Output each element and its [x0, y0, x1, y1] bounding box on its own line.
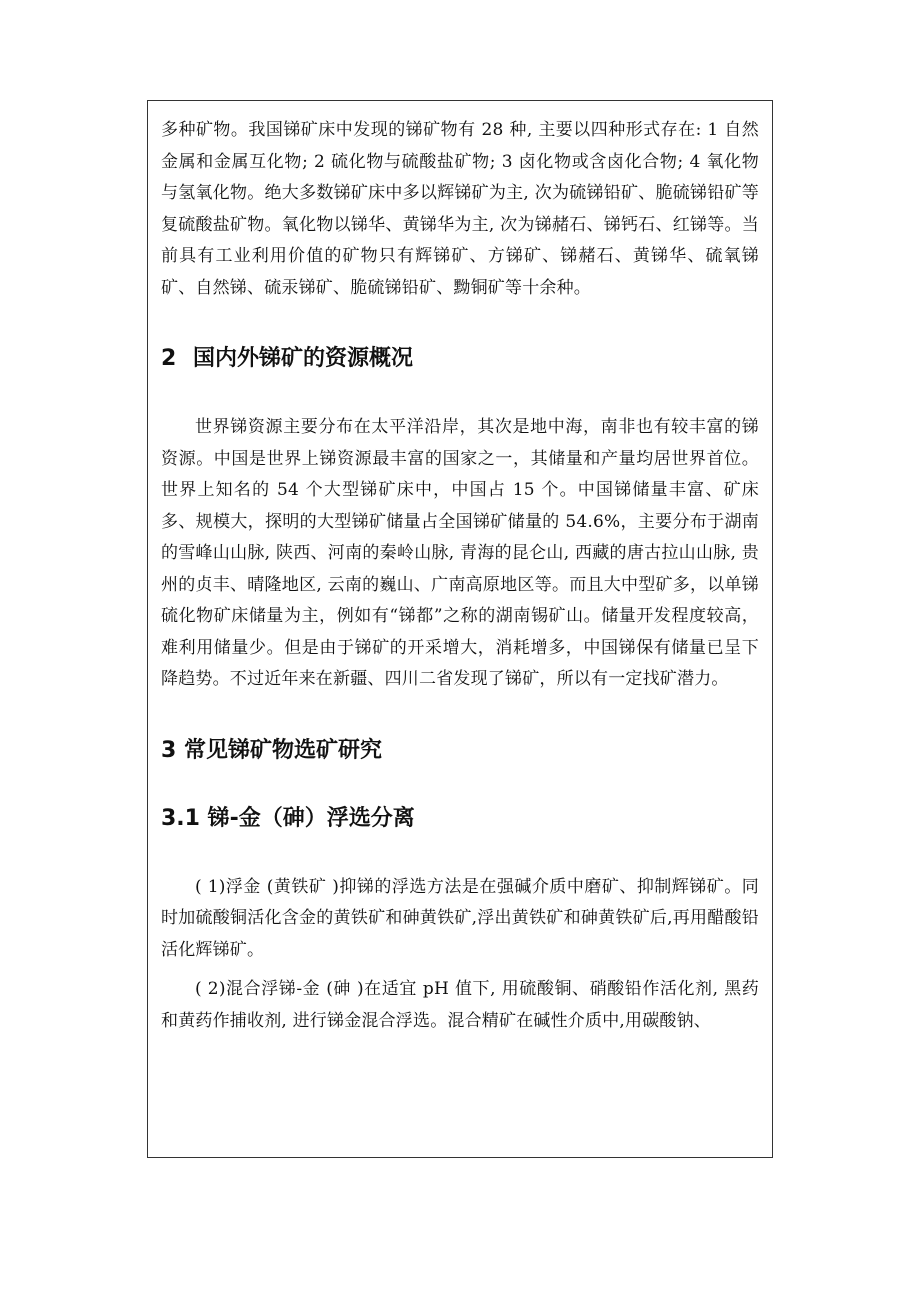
section-2-heading [161, 344, 759, 374]
section-2-title: 国内外锑矿的资源概况 [193, 346, 414, 371]
page-frame [147, 100, 773, 1158]
paragraph-intro-continued: 多种矿物。我国锑矿床中发现的锑矿物有 28 种, 主要以四种形式存在: 1 自然金属和金属互化物; 2 硫化物与硫酸盐矿物; 3 卤化物或含卤化合物; 4 氧化物与氢氧化物。绝大多数锑矿床中多以辉锑矿为主, 次为硫锑铅矿、脆硫锑铅矿等复硫酸盐矿物。氧化物以锑华、黄锑华为主, 次为锑赭石、锑钙石、红锑等。当前具有工业利用价值的矿物只有辉锑矿、方锑矿、锑赭石、黄锑华、硫氧锑矿、自然锑、硫汞锑矿、脆硫锑铅矿、黝铜矿等十余种。 [161, 120, 759, 298]
section-3-1-heading: 3.1 锑-金（砷）浮选分离 [161, 805, 415, 831]
paragraph-resources: 世界锑资源主要分布在太平洋沿岸，其次是地中海，南非也有较丰富的锑资源。中国是世界上锑资源最丰富的国家之一，其储量和产量均居世界首位。世界上知名的 54 个大型锑矿床中，中国占 15 个。中国锑储量丰富、矿床多、规模大，探明的大型锑矿储量占全国锑矿储量的 54.6%，主要分布于湖南的雪峰山山脉, 陕西、河南的秦岭山脉, 青海的昆仑山, 西藏的唐古拉山山脉, 贵州的贞丰、晴隆地区, 云南的巍山、广南高原地区等。而且大中型矿多，以单锑硫化物矿床储量为主，例如有“锑都”之称的湖南锡矿山。储量开发程度较高，难利用储量少。但是由于锑矿的开采增大，消耗增多，中国锑保有储量已呈下降趋势。不过近年来在新疆、四川二省发现了锑矿，所以有一定找矿潜力。 [161, 417, 759, 689]
section-2-number: 2 [161, 346, 177, 371]
document-body [161, 115, 759, 1037]
paragraph-mixed-float: ( 2)混合浮锑-金 (砷 )在适宜 pH 值下, 用硫酸铜、硝酸铅作活化剂, 黑药和黄药作捕收剂, 进行锑金混合浮选。混合精矿在碱性介质中,用碳酸钠、 [161, 979, 759, 1031]
section-3-heading: 3 常见锑矿物选矿研究 [161, 737, 382, 763]
paragraph-float-gold: ( 1)浮金 (黄铁矿 )抑锑的浮选方法是在强碱介质中磨矿、抑制辉锑矿。同时加硫酸铜活化含金的黄铁矿和砷黄铁矿,浮出黄铁矿和砷黄铁矿后,再用醋酸铅活化辉锑矿。 [161, 876, 759, 960]
